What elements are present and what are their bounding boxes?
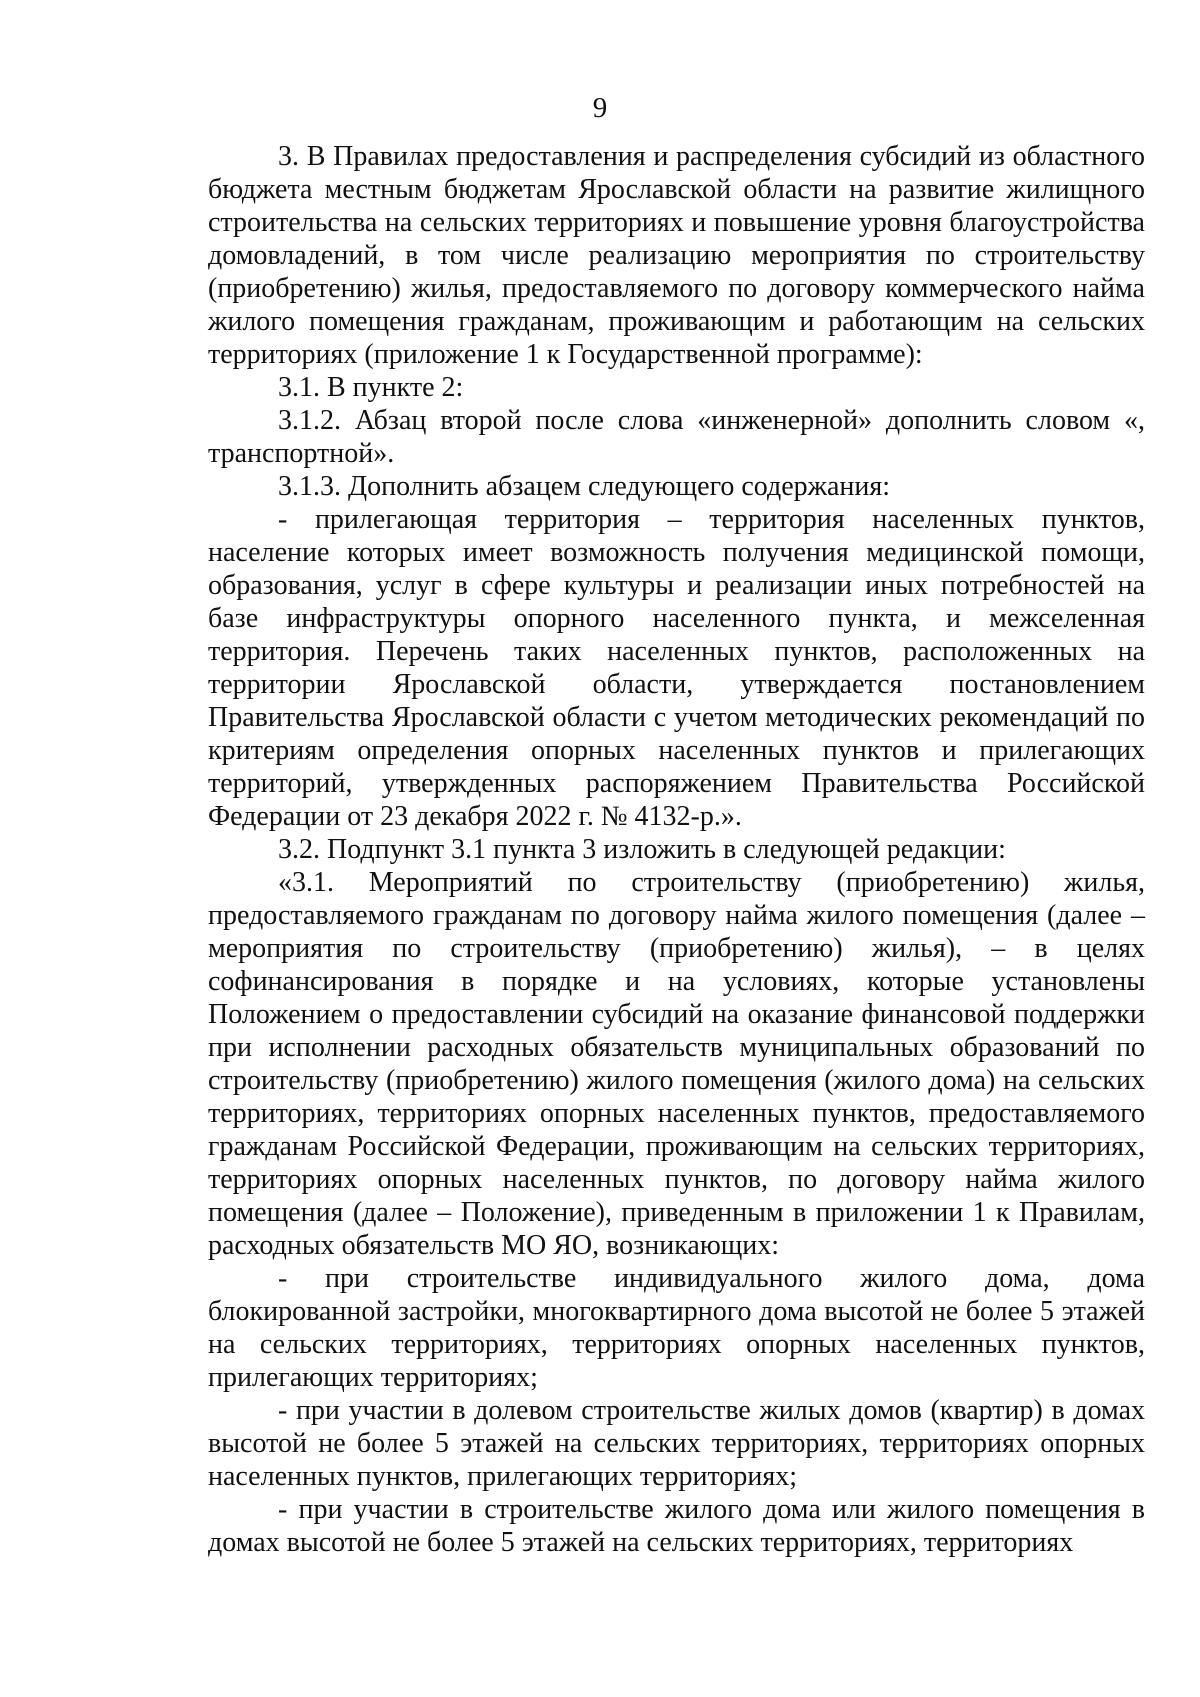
paragraph-3-1-new: «3.1. Мероприятий по строительству (приобретению) жилья, предоставляемого гражданам по договору найма жилого помещения (далее – мероприятия по строительству (приобретению) жилья), – в целях софинансирования в порядке и на условиях, которые установлены Положением о предоставлении субсидий на оказание финансовой поддержки при исполнении расходных обязательств муниципальных образований по строительству (приобретению) жилого помещения (жилого дома) на сельских территориях, территориях опорных населенных пунктов, предоставляемого гражданам Российской Федерации, проживающим на сельских территориях, территориях опорных населенных пунктов, по договору найма жилого помещения (далее – Положение), приведенным в приложении 1 к Правилам, расходных обязательств МО ЯО, возникающих: — [208, 867, 1145, 1261]
list-item-construction: - при строительстве индивидуального жилого дома, дома блокированной застройки, многоквартирного дома высотой не более 5 этажей на сельских территориях, территориях опорных населенных пунктов, прилегающих территориях; — [208, 1263, 1145, 1393]
page-number: 9 — [592, 92, 608, 124]
paragraph-adjacent-territory: - прилегающая территория – территория населенных пунктов, население которых имеет возможность получения медицинской помощи, образования, услуг в сфере культуры и реализации иных потребностей на базе инфраструктуры опорного населенного пункта, и межселенная территория. Перечень таких населенных пунктов, расположенных на территории Ярославской области, утверждается постановлением Правительства Ярославской области с учетом методических рекомендаций по критериям определения опорных населенных пунктов и прилегающих территорий, утвержденных распоряжением Правительства Российской Федерации от 23 декабря 2022 г. № 4132-р.». — [208, 504, 1145, 832]
list-item-participation: - при участии в строительстве жилого дома или жилого помещения в домах высотой не более 5 этажей на сельских территориях, территориях — [208, 1494, 1145, 1558]
document-body — [208, 140, 1145, 1559]
paragraph-3: 3. В Правилах предоставления и распределения субсидий из областного бюджета местным бюджетам Ярославской области на развитие жилищного строительства на сельских территориях и повышение уровня благоустройства домовладений, в том числе реализацию мероприятия по строительству (приобретению) жилья, предоставляемого по договору коммерческого найма жилого помещения гражданам, проживающим и работающим на сельских территориях (приложение 1 к Государственной программе): — [208, 141, 1145, 370]
paragraph-3-1: 3.1. В пункте 2: — [278, 372, 464, 403]
paragraph-3-2: 3.2. Подпункт 3.1 пункта 3 изложить в следующей редакции: — [278, 834, 1006, 865]
paragraph-3-1-3: 3.1.3. Дополнить абзацем следующего содержания: — [278, 471, 891, 502]
paragraph-3-1-2: 3.1.2. Абзац второй после слова «инженерной» дополнить словом «, транспортной». — [208, 405, 1145, 469]
list-item-shared-construction: - при участии в долевом строительстве жилых домов (квартир) в домах высотой не более 5 этажей на сельских территориях, территориях опорных населенных пунктов, прилегающих территориях; — [208, 1395, 1145, 1492]
